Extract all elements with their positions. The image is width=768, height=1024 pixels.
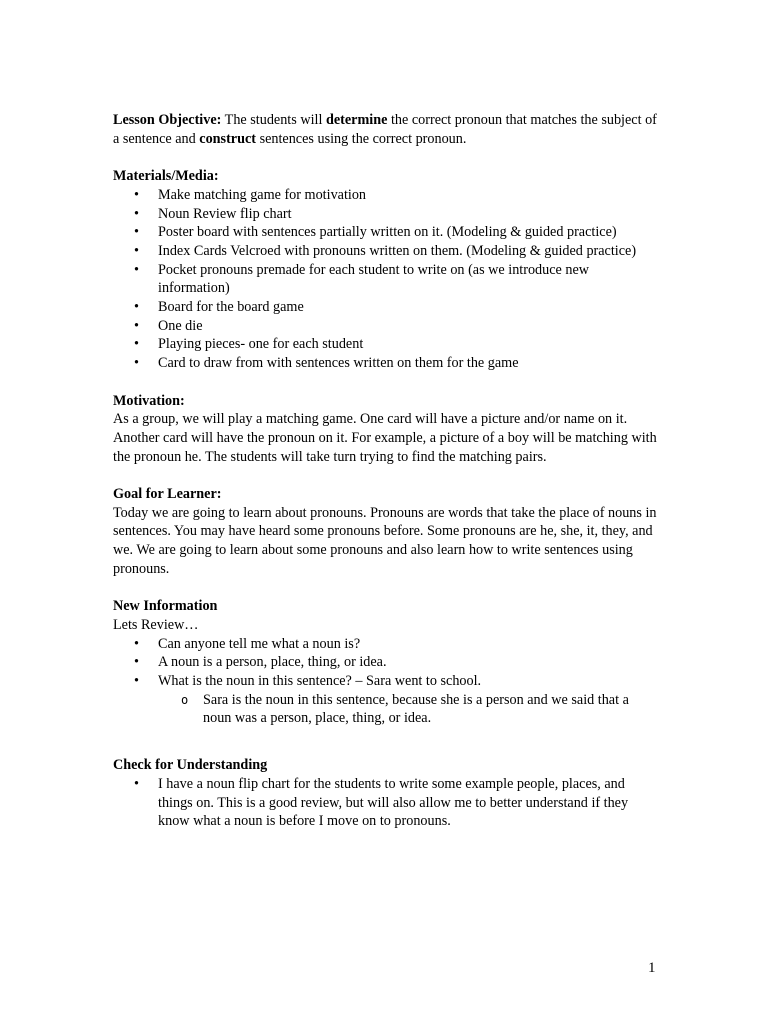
goal-heading: Goal for Learner:	[113, 486, 222, 503]
check-list	[113, 775, 658, 831]
list-item: • One die	[113, 317, 658, 336]
list-item: • Make matching game for motivation	[113, 186, 658, 205]
sub-list	[158, 691, 658, 728]
lesson-objective-label: Lesson Objective:	[113, 112, 222, 128]
check-section	[113, 756, 658, 831]
list-item: • Card to draw from with sentences written on them for the game	[113, 354, 658, 373]
list-item: • A noun is a person, place, thing, or idea.	[113, 653, 658, 672]
motivation-section	[113, 392, 658, 467]
page-number: 1	[648, 960, 656, 976]
list-item: • I have a noun flip chart for the students to write some example people, places, and things on. This is a good review, but will also allow me to better understand if they know what a noun is before I move on to pronouns.	[113, 775, 658, 831]
list-item: • Playing pieces- one for each student	[113, 335, 658, 354]
motivation-heading: Motivation:	[113, 392, 185, 409]
goal-section	[113, 485, 658, 579]
list-item: • Index Cards Velcroed with pronouns written on them. (Modeling & guided practice)	[113, 242, 658, 261]
list-item-text: What is the noun in this sentence? – Sara went to school.	[158, 673, 482, 690]
list-item: • Can anyone tell me what a noun is?	[113, 635, 658, 654]
document-page	[113, 111, 658, 831]
check-heading: Check for Understanding	[113, 757, 268, 774]
list-item: • Noun Review flip chart	[113, 205, 658, 224]
goal-text: Today we are going to learn about pronouns. Pronouns are words that take the place of nouns in sentences. You may have heard some pronouns before. Some pronouns are he, she, it, they, and we. We are going to learn about some pronouns and also learn how to write sentences using pronouns.	[113, 504, 657, 577]
list-item: • Board for the board game	[113, 298, 658, 317]
list-item: • Pocket pronouns premade for each student to write on (as we introduce new information)	[113, 261, 658, 298]
new-information-list	[113, 635, 658, 729]
new-information-heading: New Information	[113, 598, 218, 615]
objective-text-3: sentences using the correct pronoun.	[256, 130, 467, 147]
list-item	[113, 672, 658, 728]
objective-text-2: the correct pronoun that matches the subject of a sentence and	[113, 112, 657, 147]
materials-heading: Materials/Media:	[113, 168, 219, 185]
lesson-objective	[113, 111, 658, 148]
materials-list	[113, 186, 658, 373]
list-item: • Poster board with sentences partially written on it. (Modeling & guided practice)	[113, 223, 658, 242]
motivation-text: As a group, we will play a matching game. One card will have a picture and/or name on it. Another card will have the pronoun on it. For example, a picture of a boy will be matching with the pronoun he. The students will take turn trying to find the matching pairs.	[113, 411, 657, 465]
objective-text-1: The students will	[221, 112, 326, 128]
new-information-section	[113, 597, 658, 728]
new-information-intro: Lets Review…	[113, 616, 199, 633]
materials-section	[113, 167, 658, 373]
objective-bold-1: determine	[325, 112, 388, 128]
objective-bold-2: construct	[199, 130, 257, 147]
sub-list-item: o Sara is the noun in this sentence, because she is a person and we said that a noun was a person, place, thing, or idea.	[158, 691, 658, 728]
